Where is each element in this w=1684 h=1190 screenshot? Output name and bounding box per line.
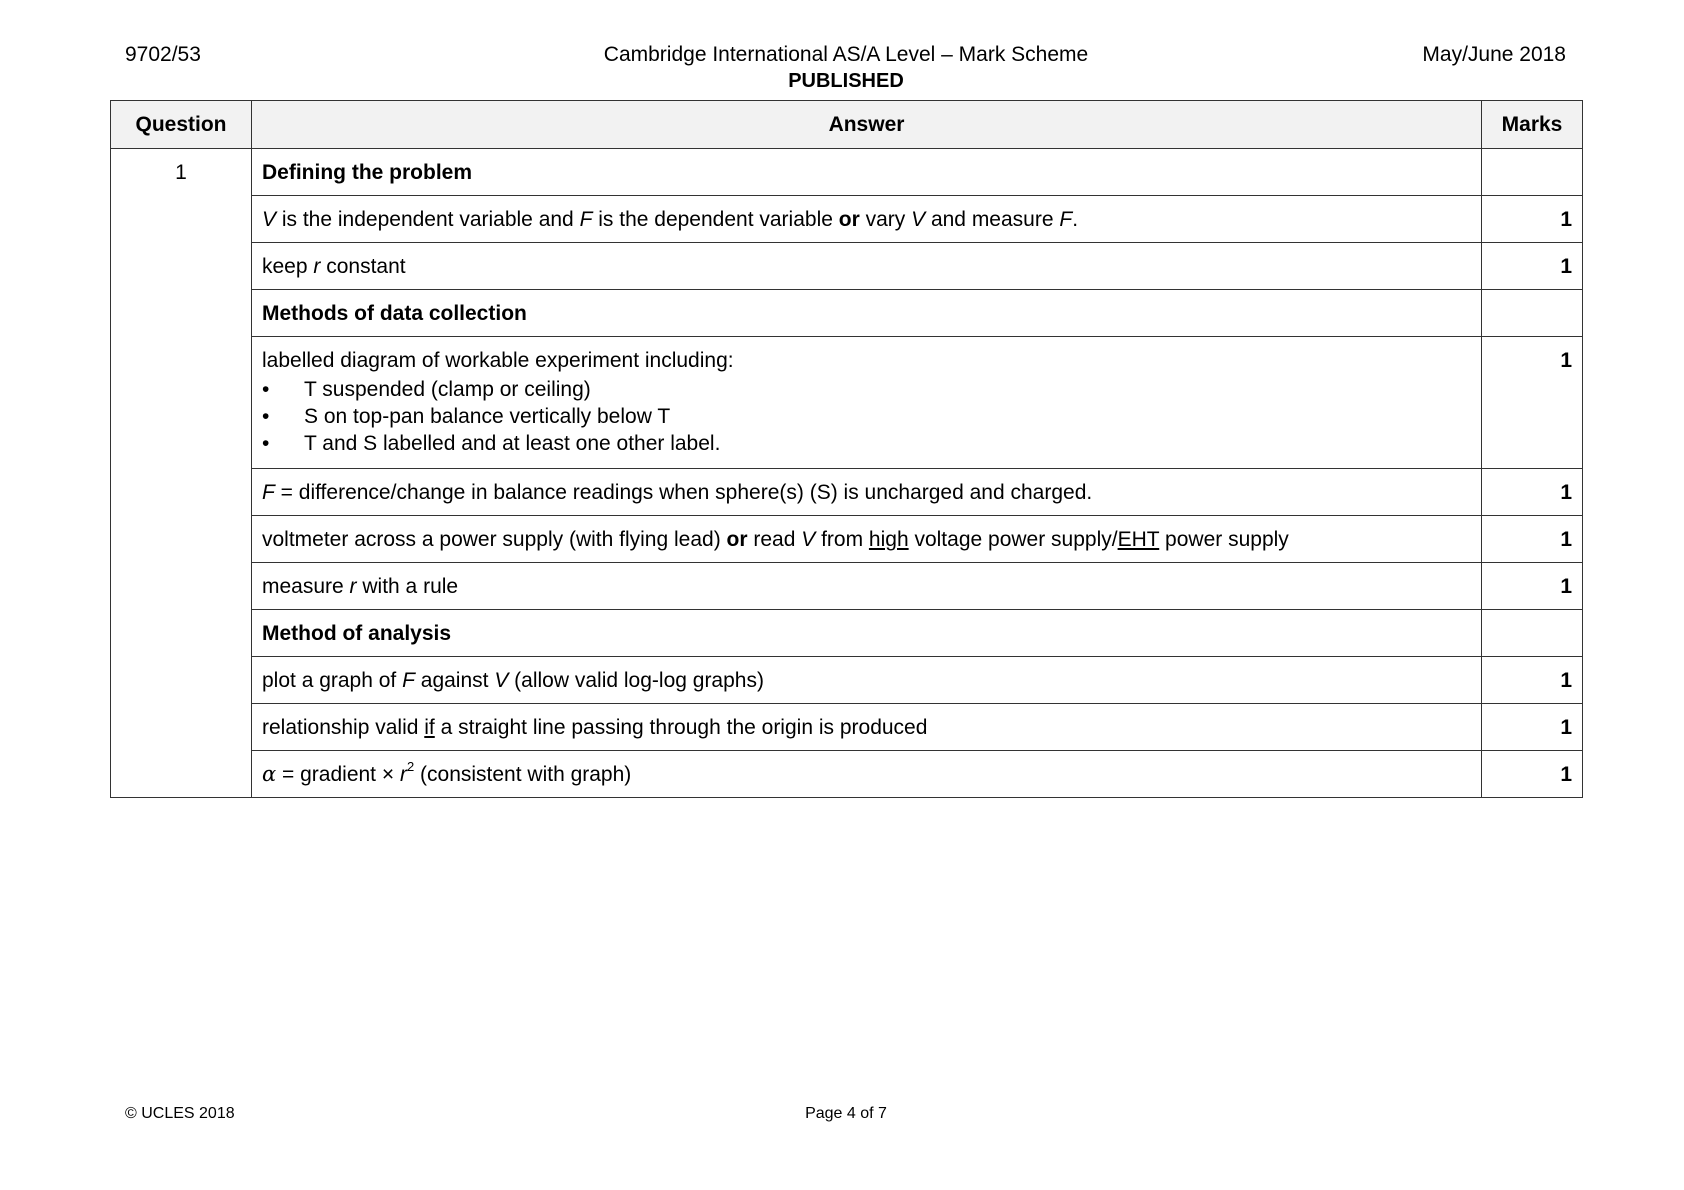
marks-cell [1482,610,1583,657]
marks-cell: 1 [1482,657,1583,704]
table-row [111,290,1583,337]
column-header-marks: Marks [1482,101,1583,149]
column-header-question: Question [111,101,252,149]
marks-cell [1482,149,1583,196]
table-row [111,149,1583,196]
marks-cell [1482,290,1583,337]
section-heading: Defining the problem [252,149,1482,196]
alpha-symbol: α [262,762,277,786]
table-row [111,704,1583,751]
table-row [111,516,1583,563]
bullet-item: • S on top-pan balance vertically below T [262,403,1471,430]
answer-cell: keep r constant [252,243,1482,290]
page-number: Page 4 of 7 [805,1105,887,1122]
published-label: PUBLISHED [788,70,904,92]
marks-cell: 1 [1482,751,1583,798]
table-row [111,563,1583,610]
table-row [111,196,1583,243]
marks-cell: 1 [1482,196,1583,243]
answer-cell: α = gradient × $r^2$ (consistent with graph) [252,751,1482,798]
table-row [111,610,1583,657]
mark-scheme-table [110,100,1583,798]
question-number: 1 [111,149,252,798]
section-heading: Method of analysis [252,610,1482,657]
marks-cell: 1 [1482,516,1583,563]
table-row [111,337,1583,469]
marks-cell: 1 [1482,337,1583,469]
answer-cell: plot a graph of F against V (allow valid log-log graphs) [252,657,1482,704]
bullet-item: • T suspended (clamp or ceiling) [262,376,1471,403]
answer-cell [252,337,1482,469]
document-title: Cambridge International AS/A Level – Mark Scheme [603,43,1089,66]
answer-intro: labelled diagram of workable experiment including: [262,349,734,372]
answer-cell: voltmeter across a power supply (with flying lead) or read V from high voltage power supply/EHT power supply [252,516,1482,563]
section-heading: Methods of data collection [252,290,1482,337]
table-header-row [111,101,1583,149]
copyright-notice: © UCLES 2018 [125,1105,235,1122]
answer-cell: relationship valid if a straight line passing through the origin is produced [252,704,1482,751]
bullet-list [262,376,1471,457]
table-row [111,243,1583,290]
paper-code: 9702/53 [125,43,201,66]
table-row [111,751,1583,798]
marks-cell: 1 [1482,563,1583,610]
bullet-item: • T and S labelled and at least one other label. [262,430,1471,457]
table-row [111,469,1583,516]
answer-cell: F = difference/change in balance readings when sphere(s) (S) is uncharged and charged. [252,469,1482,516]
exam-session: May/June 2018 [1422,43,1566,66]
answer-cell: V is the independent variable and F is the dependent variable or vary V and measure F. [252,196,1482,243]
answer-cell: measure r with a rule [252,563,1482,610]
marks-cell: 1 [1482,704,1583,751]
marks-cell: 1 [1482,243,1583,290]
table-row [111,657,1583,704]
marks-cell: 1 [1482,469,1583,516]
column-header-answer: Answer [252,101,1482,149]
